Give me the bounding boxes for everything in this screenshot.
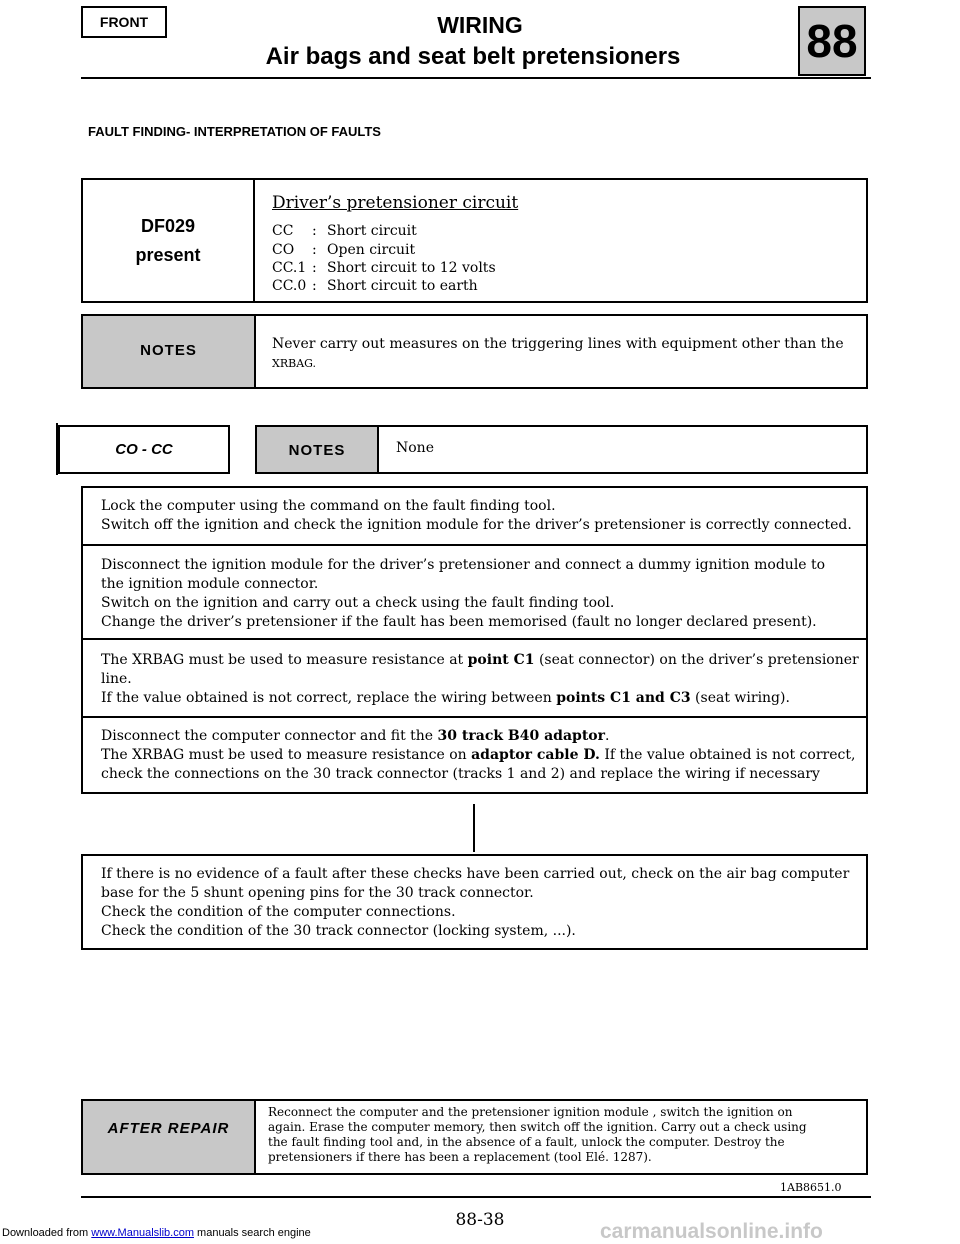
download-prefix: Downloaded from (2, 1227, 92, 1239)
fault-status: present (135, 245, 201, 265)
step-text: (seat connector) on the driver’s pretensioner (534, 652, 859, 668)
code: CC.1 (272, 260, 307, 276)
header-rule (81, 77, 871, 79)
step-line: line. (101, 671, 132, 687)
co-cc-notes-text: None (396, 440, 434, 456)
final-check-text (101, 865, 861, 941)
code-row (272, 242, 415, 258)
after-repair-label-panel (83, 1101, 256, 1173)
co-cc-label: CO - CC (115, 441, 173, 458)
step-text: If the value obtained is not correct, (599, 747, 856, 763)
manualslib-link[interactable]: www.Manualslib.com (91, 1227, 194, 1239)
code-meaning: Short circuit (327, 223, 417, 239)
flow-connector (473, 804, 475, 852)
separator: : (312, 260, 317, 276)
after-repair-line: pretensioners if there has been a replacement (tool Elé. 1287). (268, 1150, 652, 1164)
step-emphasis: points C1 and C3 (556, 690, 691, 706)
fault-code-panel (81, 178, 255, 303)
notes-text (272, 335, 852, 373)
code: CC.0 (272, 278, 307, 294)
step-3 (101, 651, 861, 708)
page-number: 88-38 (455, 1210, 505, 1230)
step-text: . (605, 728, 610, 744)
section-number-badge: 88 (798, 6, 866, 76)
step-line: check the connections on the 30 track connector (tracks 1 and 2) and replace the wiring if necessary (101, 766, 820, 782)
step-text: (seat wiring). (690, 690, 790, 706)
fault-title: Driver’s pretensioner circuit (272, 193, 519, 213)
code: CO (272, 242, 295, 258)
code-row (272, 260, 496, 276)
notes-text-tail: XRBAG. (272, 357, 317, 370)
page-subtitle: Air bags and seat belt pretensioners (265, 43, 681, 70)
step-emphasis: adaptor cable D. (471, 747, 600, 763)
page-title: WIRING (437, 12, 523, 38)
code: CC (272, 223, 294, 239)
step-4 (101, 727, 861, 784)
final-line: base for the 5 shunt opening pins for the 30 track connector. (101, 885, 534, 901)
final-line: Check the condition of the 30 track connector (locking system, ...). (101, 923, 576, 939)
step-emphasis: point C1 (467, 652, 535, 668)
step-divider (83, 716, 866, 718)
separator: : (312, 223, 317, 239)
step-line: Change the driver’s pretensioner if the fault has been memorised (fault no longer declared present). (101, 614, 817, 630)
after-repair-text (268, 1105, 828, 1165)
notes-label: NOTES (140, 342, 197, 359)
after-repair-line: again. Erase the computer memory, then switch off the ignition. Carry out a check using (268, 1120, 807, 1134)
code-meaning: Open circuit (327, 242, 416, 258)
after-repair-label: AFTER REPAIR (107, 1120, 230, 1137)
step-text: If the value obtained is not correct, replace the wiring between (101, 690, 557, 706)
step-line: Lock the computer using the command on the fault finding tool. (101, 498, 556, 514)
download-note (2, 1227, 311, 1239)
step-emphasis: 30 track B40 adaptor (437, 728, 606, 744)
fault-code: DF029 (140, 216, 196, 236)
download-suffix: manuals search engine (193, 1227, 311, 1239)
step-divider (83, 544, 866, 546)
front-label: FRONT (81, 6, 167, 38)
separator: : (312, 242, 317, 258)
watermark: carmanualsonline.info (600, 1220, 823, 1243)
step-text: The XRBAG must be used to measure resistance at (101, 652, 468, 668)
step-1 (101, 497, 861, 535)
code-meaning: Short circuit to earth (327, 278, 478, 294)
footer-rule (81, 1196, 871, 1198)
step-text: Disconnect the computer connector and fit the (101, 728, 438, 744)
step-2 (101, 556, 861, 632)
step-divider (83, 638, 866, 640)
after-repair-line: Reconnect the computer and the pretensioner ignition module , switch the ignition on (268, 1105, 793, 1119)
notes-text-line: Never carry out measures on the triggering lines with equipment other than the (272, 336, 844, 352)
step-line: the ignition module connector. (101, 576, 319, 592)
step-line: Switch on the ignition and carry out a check using the fault finding tool. (101, 595, 615, 611)
code-row (272, 223, 417, 239)
code-row (272, 278, 478, 294)
co-cc-notes-label: NOTES (288, 442, 346, 459)
separator: : (312, 278, 317, 294)
step-text: The XRBAG must be used to measure resistance on (101, 747, 472, 763)
document-reference: 1AB8651.0 (780, 1181, 842, 1194)
step-line: Disconnect the ignition module for the driver’s pretensioner and connect a dummy ignition module to (101, 557, 826, 573)
final-line: If there is no evidence of a fault after these checks have been carried out, check on the air bag computer (101, 866, 850, 882)
step-line: Switch off the ignition and check the ignition module for the driver’s pretensioner is correctly connected. (101, 517, 852, 533)
code-meaning: Short circuit to 12 volts (327, 260, 496, 276)
final-line: Check the condition of the computer connections. (101, 904, 456, 920)
after-repair-line: the fault finding tool and, in the absence of a fault, unlock the computer. Destroy the (268, 1135, 785, 1149)
section-heading: FAULT FINDING- INTERPRETATION OF FAULTS (88, 124, 381, 139)
